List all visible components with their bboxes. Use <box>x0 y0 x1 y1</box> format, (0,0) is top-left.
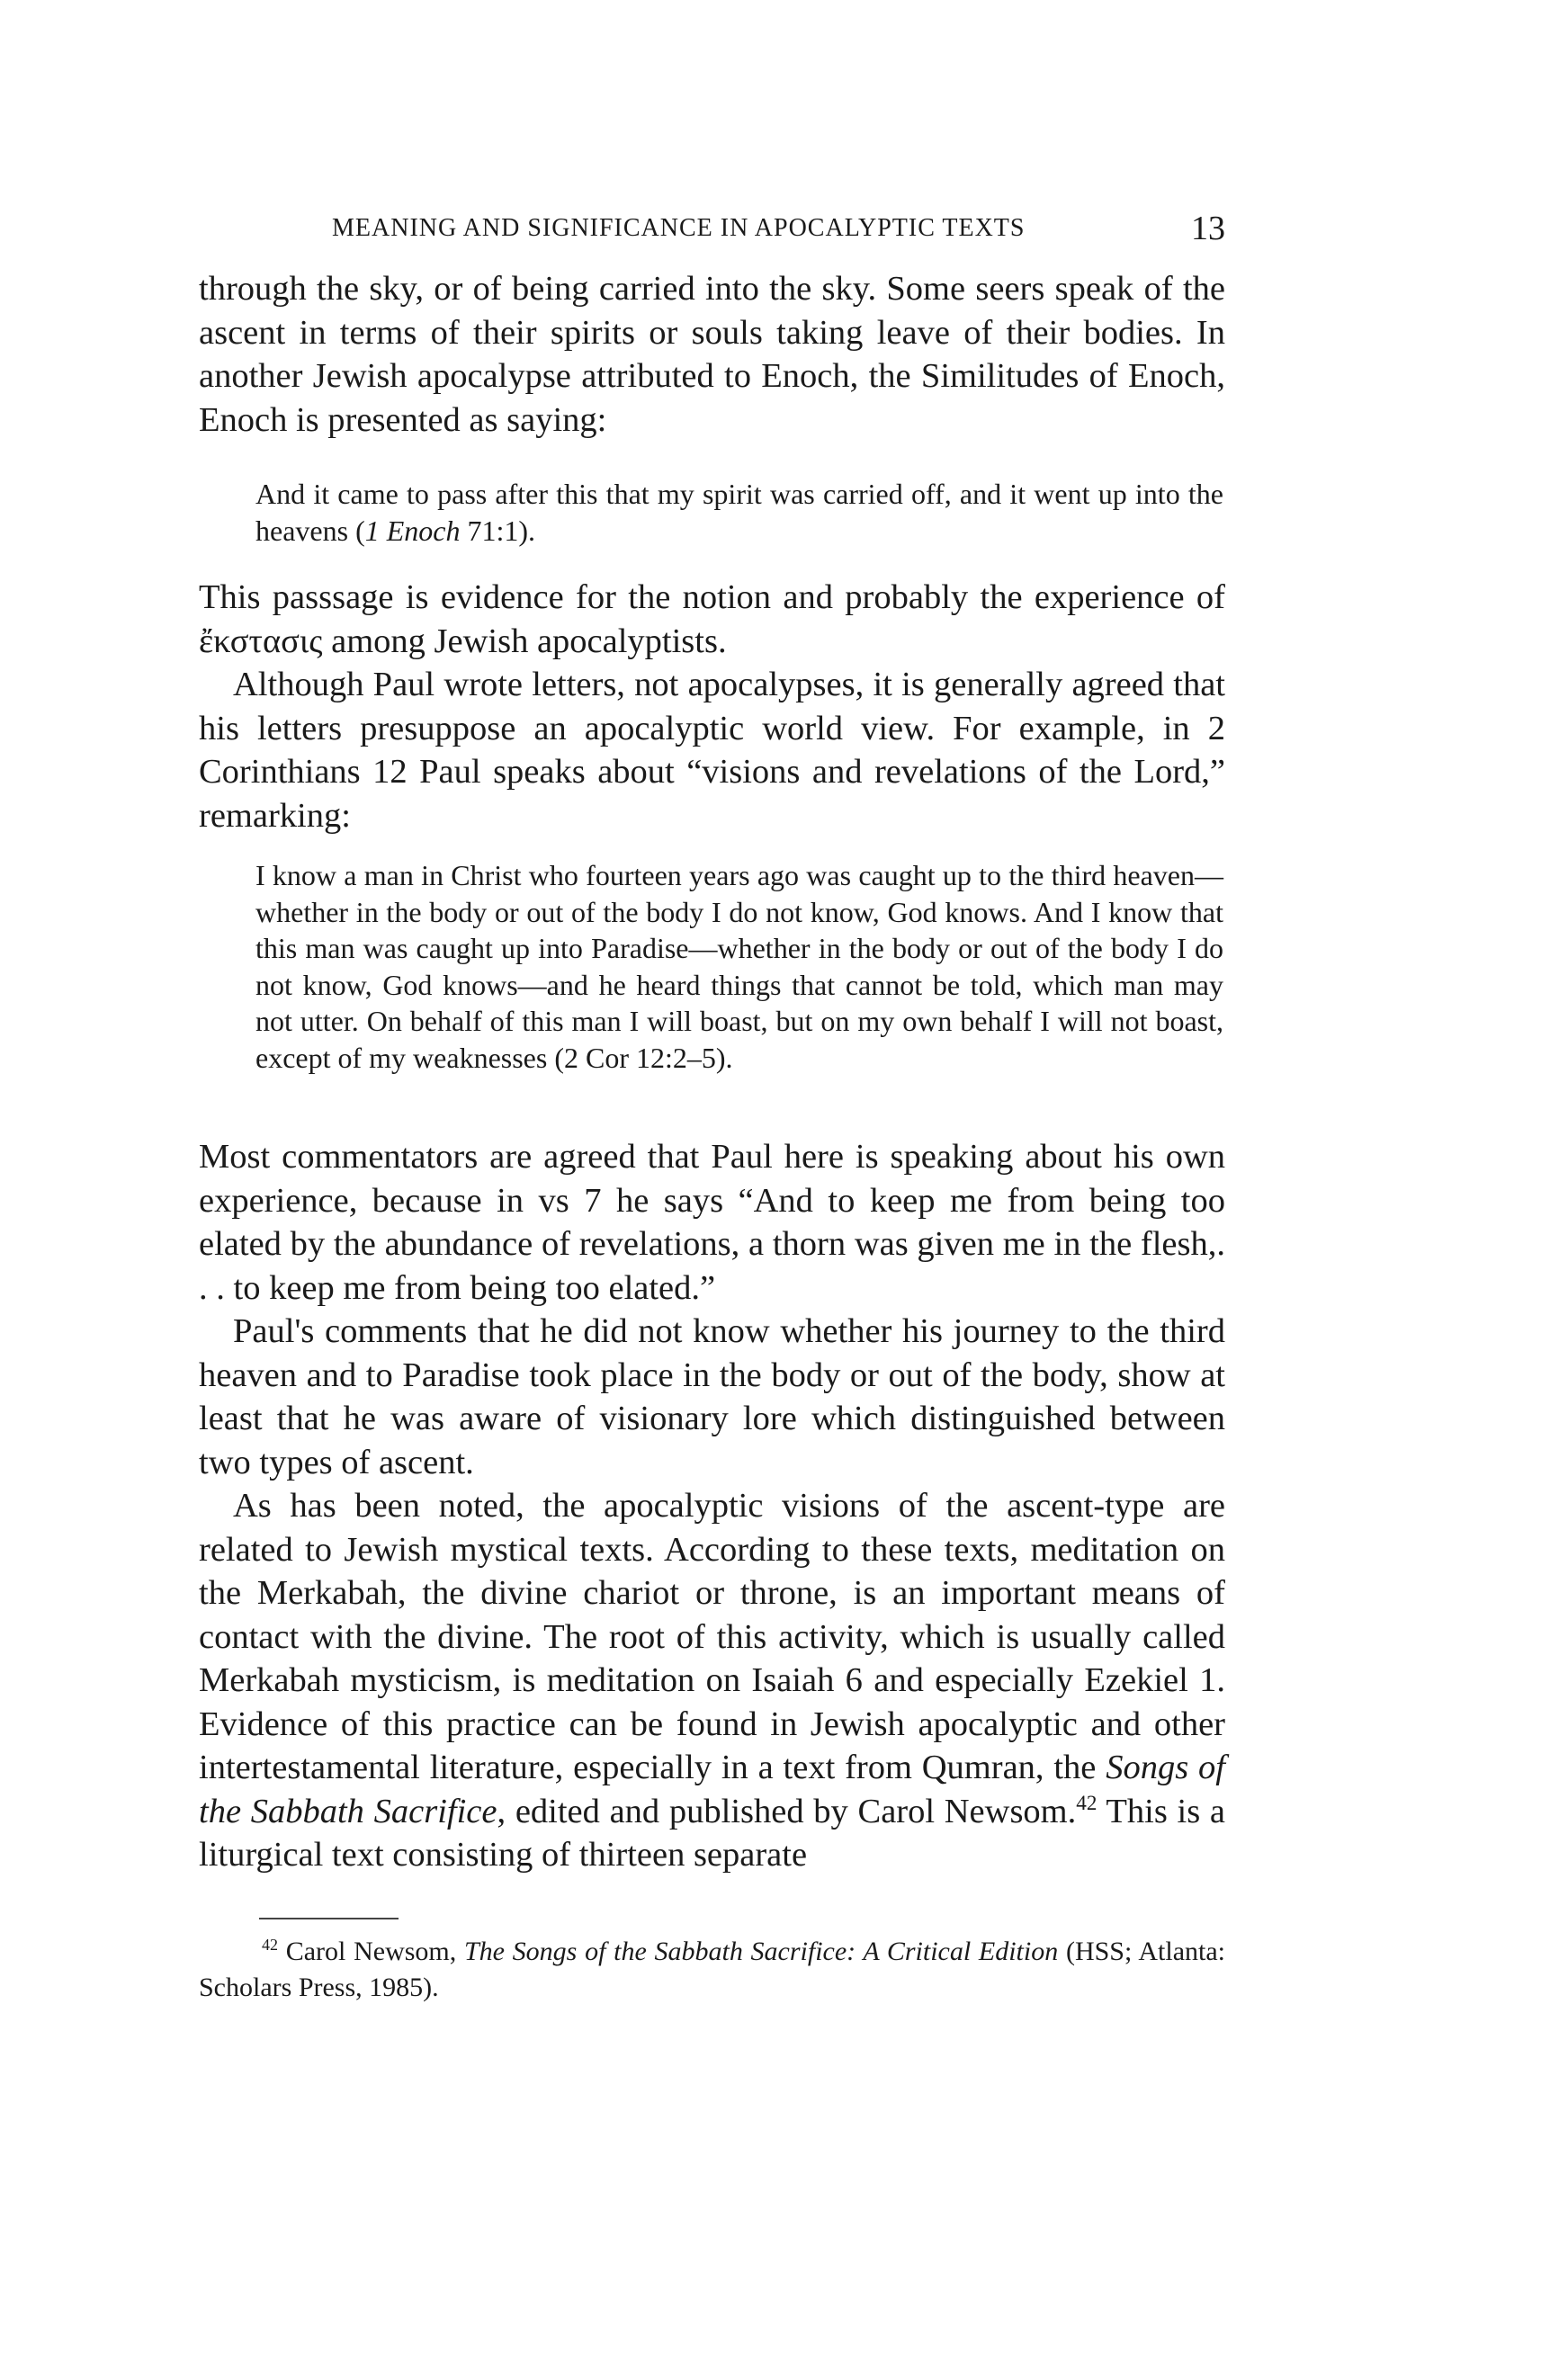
block-quote-enoch <box>255 476 1223 549</box>
paragraph-6-part-a: As has been noted, the apocalyptic visions of the ascent-type are related to Jewish mystical texts. According to these texts, meditation on the Merkabah, the divine chariot or throne, is an important means of contact with the divine. The root of this activity, which is usually called Merkabah mysticism, is meditation on Isaiah 6 and especially Ezekiel 1. Evidence of this practice can be found in Jewish apocalyptic and other intertestamental literature, especially in a text from Qumran, the <box>199 1487 1225 1786</box>
footnote-divider <box>259 1918 399 1919</box>
footnote-title: The Songs of the Sabbath Sacrifice: A Critical Edition <box>463 1937 1059 1966</box>
paragraph-2: This passsage is evidence for the notion and probably the experience of ἔκστασις among Jewish apocalyptists. <box>199 578 1225 660</box>
quote-enoch <box>255 476 1223 549</box>
paragraph-3: Although Paul wrote letters, not apocalypses, it is generally agreed that his letters presuppose an apocalyptic world view. For example, in 2 Corinthians 12 Paul speaks about “visions and revelations of the Lord,” remarking: <box>199 666 1225 835</box>
quote-enoch-book: 1 Enoch <box>364 514 461 547</box>
footnote-publication: (HSS; Atlanta: Scholars Press, 1985). <box>199 1937 1226 2002</box>
body-block-1 <box>199 267 1225 442</box>
footnote-number: 42 <box>262 1936 278 1954</box>
quote-corinthians: I know a man in Christ who fourteen years ago was caught up to the third heaven—whether in the body or out of the body I do not know, God knows. And I know that this man was caught up into Paradise—whether in the body or out of the body I do not know, God knows—and he heard things that cannot be told, which man may not utter. On behalf of this man I will boast, but on my own behalf I will not boast, except of my weaknesses (2 Cor 12:2–5). <box>255 859 1223 1074</box>
running-head <box>199 201 1225 255</box>
block-quote-corinthians <box>255 857 1223 1076</box>
paragraph-6-part-c: This is a liturgical text consisting of thirteen separate <box>199 1792 1225 1874</box>
paragraph-6 <box>199 1484 1225 1877</box>
running-title: MEANING AND SIGNIFICANCE IN APOCALYPTIC TEXTS <box>332 214 1026 242</box>
body-block-2 <box>199 576 1225 837</box>
paragraph-4: Most commentators are agreed that Paul here is speaking about his own experience, because in vs 7 he says “And to keep me from being too elated by the abundance of revelations, a thorn was given me in the flesh,. . . to keep me from being too elated.” <box>199 1138 1225 1307</box>
paragraph-6-part-b: , edited and published by Carol Newsom. <box>497 1792 1077 1830</box>
quote-enoch-text: And it came to pass after this that my spirit was carried off, and it went up into the heavens ( <box>255 478 1223 547</box>
footnote-reference: 42 <box>1076 1790 1098 1814</box>
quote-enoch-ref: 71:1). <box>460 514 536 547</box>
paragraph-1: through the sky, or of being carried into the sky. Some seers speak of the ascent in terms of their spirits or souls taking leave of their bodies. In another Jewish apocalypse attributed to Enoch, the Similitudes of Enoch, Enoch is presented as saying: <box>199 270 1225 439</box>
body-block-3 <box>199 1135 1225 1877</box>
paragraph-6-title: Songs of the Sabbath Sacrifice <box>199 1749 1225 1830</box>
footnote-author: Carol Newsom, <box>278 1937 464 1966</box>
footnote-42 <box>199 1934 1225 2006</box>
paragraph-5: Paul's comments that he did not know whether his journey to the third heaven and to Paradise took place in the body or out of the body, show at least that he was aware of visionary lore which distinguished between two types of ascent. <box>199 1312 1225 1481</box>
page-number: 13 <box>1191 210 1225 247</box>
